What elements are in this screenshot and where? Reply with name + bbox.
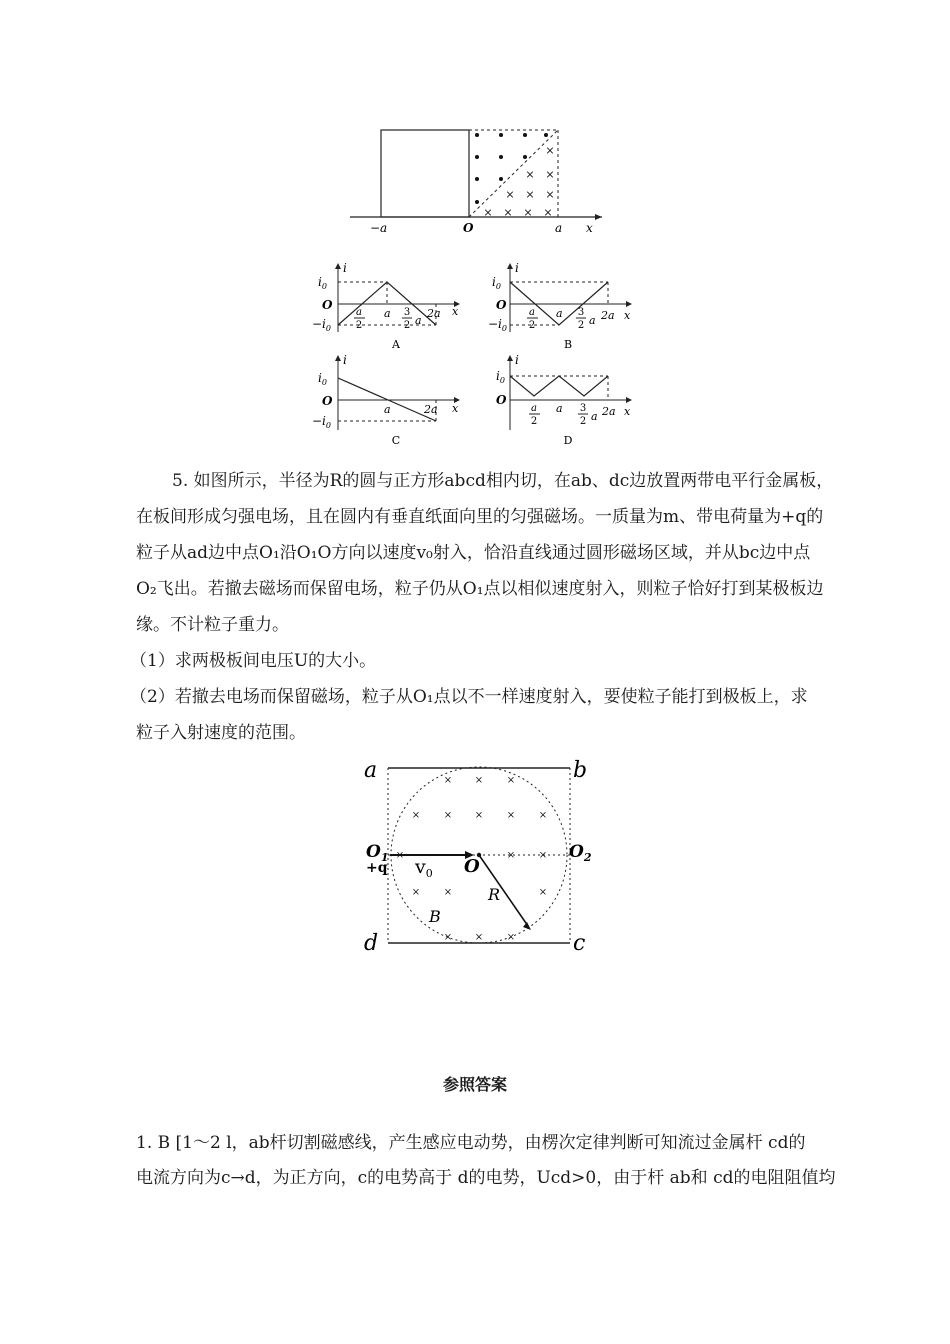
svg-text:×: × xyxy=(545,188,555,201)
svg-text:×: × xyxy=(545,168,555,181)
caption-c: C xyxy=(391,434,401,446)
label-o2: $O_2$ xyxy=(569,842,592,864)
question-2-line2: 粒子入射速度的范围。 xyxy=(136,723,306,743)
svg-text:a: a xyxy=(556,307,563,320)
svg-text:i: i xyxy=(515,354,519,367)
label-origin: O xyxy=(463,221,474,235)
svg-text:×: × xyxy=(506,850,516,861)
svg-text:i: i xyxy=(343,262,347,275)
graph-c xyxy=(312,354,472,446)
svg-text:a: a xyxy=(589,314,596,327)
label-neg-a: −a xyxy=(370,221,388,235)
svg-text:O: O xyxy=(496,298,507,312)
svg-text:×: × xyxy=(443,932,453,943)
svg-text:a: a xyxy=(384,307,391,320)
svg-text:×: × xyxy=(525,188,535,201)
caption-a: A xyxy=(392,338,400,350)
problem5-line5: 缘。不计粒子重力。 xyxy=(136,615,289,635)
graph-d xyxy=(488,354,648,446)
svg-text:i0: $i_0$ xyxy=(496,369,505,385)
svg-text:a: a xyxy=(591,410,598,423)
svg-text:×: × xyxy=(506,810,516,821)
problem5-line2: 在板间形成匀强电场，且在圆内有垂直纸面向里的匀强磁场。一质量为m、带电荷量为+q的 xyxy=(136,507,824,527)
svg-text:×: × xyxy=(538,887,548,898)
svg-text:×: × xyxy=(474,810,484,821)
svg-text:2a: 2a xyxy=(601,309,615,322)
svg-text:×: × xyxy=(503,206,513,219)
label-o1: $O_1$ xyxy=(366,842,389,864)
svg-text:i0: $i_0$ xyxy=(318,275,327,291)
svg-text:−i0: $-i_0$ xyxy=(312,317,331,333)
svg-text:a: a xyxy=(531,403,537,414)
corner-b: b xyxy=(573,758,588,783)
answer-line1: 1. B [1～2 l，ab杆切割磁感线，产生感应电动势，由楞次定律判断可知流过金属杆 cd的 xyxy=(136,1133,806,1153)
label-r: R xyxy=(488,885,501,904)
svg-text:3: 3 xyxy=(579,403,587,414)
svg-text:×: × xyxy=(543,206,553,219)
svg-text:×: × xyxy=(523,206,533,219)
svg-text:2a: 2a xyxy=(602,405,616,418)
svg-text:3: 3 xyxy=(403,307,411,318)
svg-text:a: a xyxy=(384,403,391,416)
svg-text:×: × xyxy=(474,775,484,786)
svg-text:×: × xyxy=(505,188,515,201)
caption-d: D xyxy=(563,434,573,446)
svg-text:−i0: $-i_0$ xyxy=(488,317,507,333)
svg-text:×: × xyxy=(538,810,548,821)
answer-line2: 电流方向为c→d，为正方向，c的电势高于 d的电势，Ucd>0，由于杆 ab和 cd的电阻阻值均 xyxy=(136,1168,836,1188)
svg-text:−i0: $-i_0$ xyxy=(312,414,331,430)
svg-text:x: x xyxy=(452,402,459,415)
svg-text:×: × xyxy=(411,810,421,821)
label-v0: $v_0$ xyxy=(415,856,433,880)
svg-text:i: i xyxy=(343,354,347,367)
field-region-figure xyxy=(340,118,630,238)
svg-text:2a: 2a xyxy=(424,403,438,416)
svg-text:i: i xyxy=(515,262,519,275)
problem5-line4: O₂飞出。若撤去磁场而保留电场，粒子仍从O₁点以相似速度射入，则粒子恰好打到某极板边 xyxy=(136,579,824,599)
svg-text:2a: 2a xyxy=(427,307,441,320)
svg-text:2: 2 xyxy=(577,320,585,331)
svg-text:a: a xyxy=(556,402,563,415)
svg-text:a: a xyxy=(415,314,422,327)
svg-text:2: 2 xyxy=(579,416,587,427)
question-1: （1）求两极板间电压U的大小。 xyxy=(130,651,377,671)
svg-text:×: × xyxy=(545,144,555,157)
svg-text:×: × xyxy=(538,850,548,861)
svg-text:3: 3 xyxy=(577,307,585,318)
svg-text:×: × xyxy=(483,206,493,219)
label-plus-q: +q xyxy=(366,860,388,876)
svg-text:×: × xyxy=(443,887,453,898)
corner-c: c xyxy=(573,931,586,952)
svg-text:×: × xyxy=(474,932,484,943)
svg-text:×: × xyxy=(525,168,535,181)
answers-heading: 参照答案 xyxy=(442,1075,507,1094)
label-x: x xyxy=(586,221,593,235)
svg-text:x: x xyxy=(624,405,631,418)
label-b-field: B xyxy=(429,907,441,926)
svg-text:2: 2 xyxy=(528,320,536,331)
question-2-line1: （2）若撤去电场而保留磁场，粒子从O₁点以不一样速度射入，要使粒子能打到极板上，求 xyxy=(130,687,808,707)
svg-text:x: x xyxy=(452,305,459,318)
svg-text:×: × xyxy=(411,887,421,898)
svg-text:×: × xyxy=(506,775,516,786)
svg-text:×: × xyxy=(506,932,516,943)
svg-text:2: 2 xyxy=(355,320,363,331)
svg-text:O: O xyxy=(322,298,333,312)
svg-text:×: × xyxy=(443,810,453,821)
svg-text:x: x xyxy=(624,309,631,322)
problem5-line3: 粒子从ad边中点O₁沿O₁O方向以速度v₀射入，恰沿直线通过圆形磁场区域，并从bc边中点 xyxy=(136,543,811,563)
svg-text:a: a xyxy=(356,307,362,318)
caption-b: B xyxy=(563,338,573,350)
graph-a xyxy=(312,262,472,350)
svg-text:i0: $i_0$ xyxy=(318,371,327,387)
svg-text:a: a xyxy=(529,307,535,318)
problem5-line1: 5. 如图所示，半径为R的圆与正方形abcd相内切，在ab、dc边放置两带电平行金属板， xyxy=(172,471,834,491)
label-a: a xyxy=(555,221,563,235)
corner-d: d xyxy=(364,931,379,952)
svg-text:i0: $i_0$ xyxy=(492,275,501,291)
svg-text:O: O xyxy=(322,394,333,408)
circle-square-figure xyxy=(360,756,600,952)
svg-text:2: 2 xyxy=(403,320,411,331)
corner-a: a xyxy=(364,758,378,783)
svg-text:×: × xyxy=(443,775,453,786)
graph-b xyxy=(488,262,648,350)
svg-text:2: 2 xyxy=(530,416,538,427)
svg-text:O: O xyxy=(496,393,507,407)
svg-text:×: × xyxy=(395,850,405,861)
label-center-o: O xyxy=(464,856,480,877)
